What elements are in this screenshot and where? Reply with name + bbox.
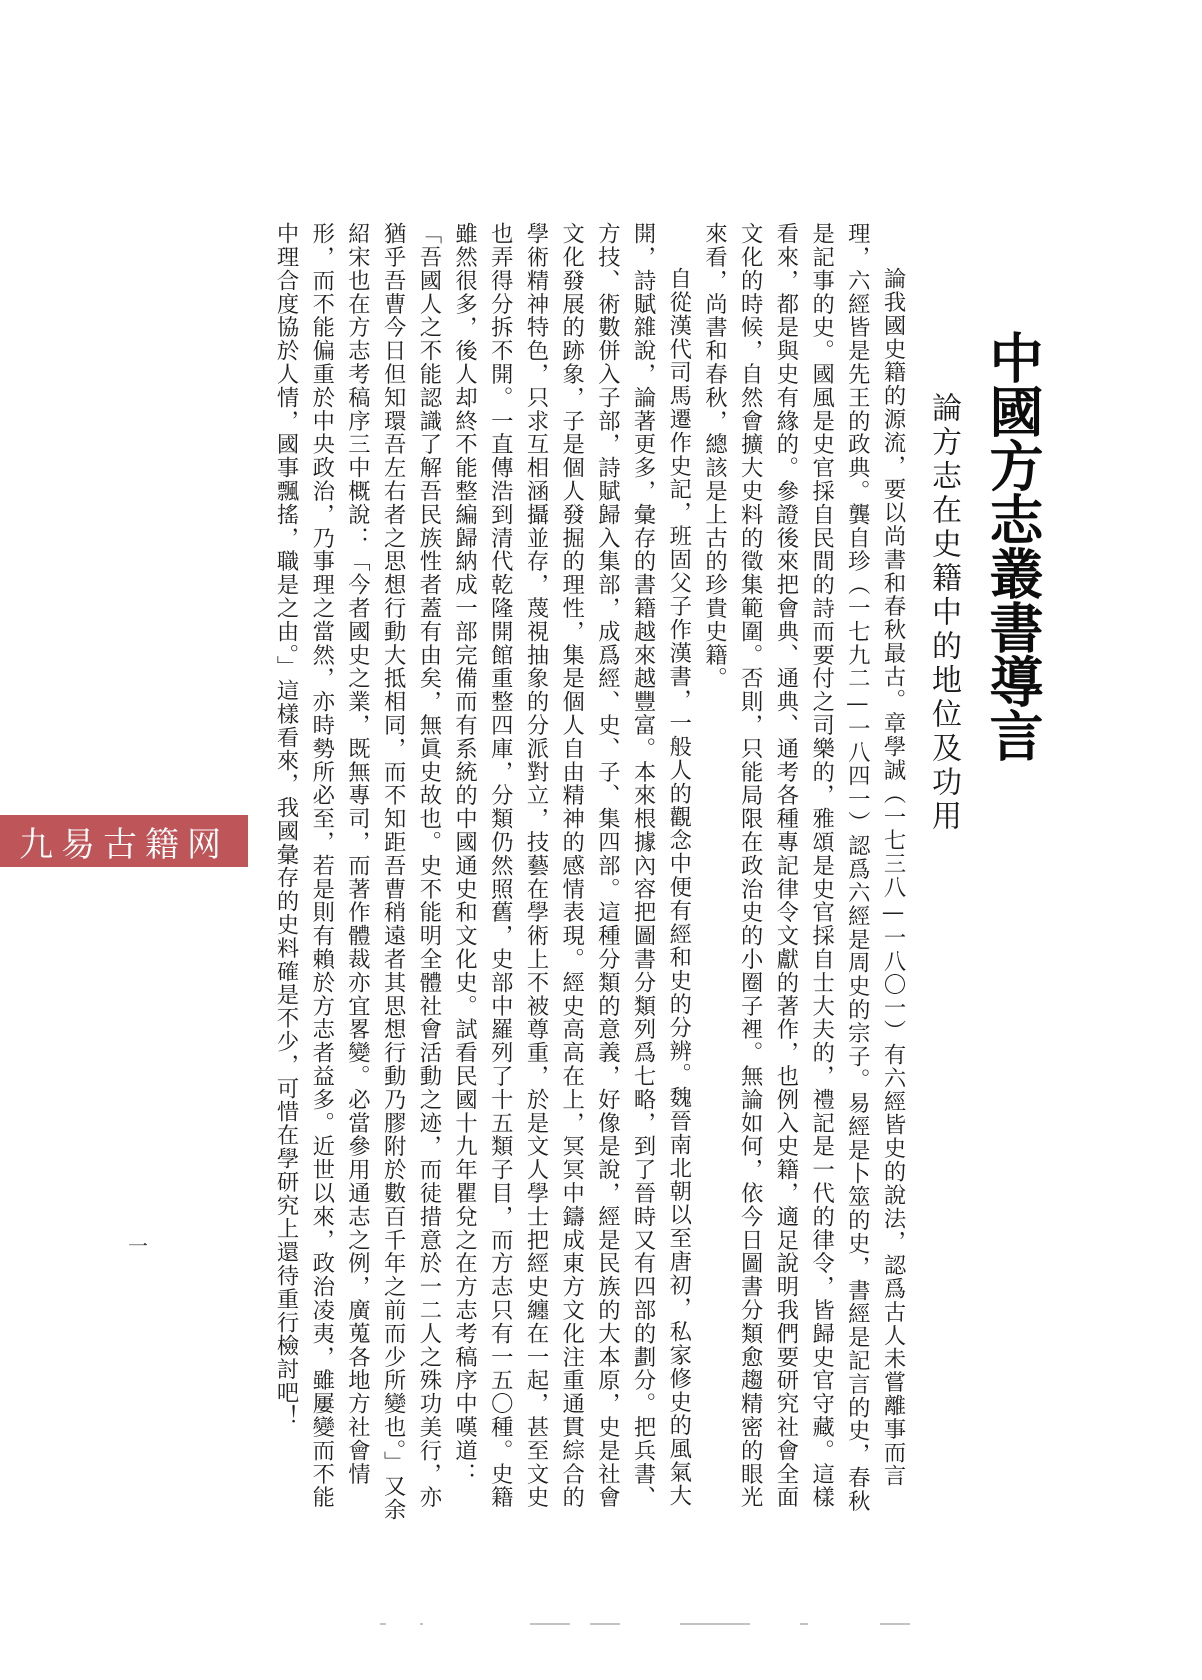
section-subtitle: 論方志在史籍中的地位及功用 (926, 392, 961, 834)
body-text (267, 222, 910, 1532)
paragraph-1: 論我國史籍的源流，要以尚書和春秋最古。章學誠（一七三八—一八〇一）有六經皆史的說法，認爲古人未嘗離事而言理，六經皆是先王的政典。龔自珍（一七九二—一八四一）認爲六經是周史的宗子。易經是卜筮的史，書經是記言的史，春秋是記事的史。國風是史官採自民間的詩而要付之司樂的，雅頌是史官採自士大夫的，禮記是一代的律令，皆歸史官守藏。這樣看來，都是與史有緣的。參證後來把會典、通典、通考各種專記律令文獻的著作，也例入史籍，適足說明我們要研究社會全面文化的時候，自然會擴大史料的徵集範圍。否則，只能局限在政治史的小圈子裡。無論如何，依今日圖書分類愈趨精密的眼光來看，尚書和春秋，總該是上古的珍貴史籍。 (701, 222, 906, 1513)
paragraph-2: 自從漢代司馬遷作史記，班固父子作漢書，一般人的觀念中便有經和史的分辨。魏晉南北朝以至唐初，私家修史的風氣大開，詩賦雜說，論著更多，彙存的書籍越來越豐富。本來根據內容把圖書分類列爲七略，到了晉時又有四部的劃分。把兵書、方技、術數併入子部，詩賦歸入集部，成爲經、史、子、集四部。這種分類的意義，好像是說，經是民族的大本原，史是社會文化發展的跡象，子是個人發掘的理性，集是個人自由精神的感情表現。經史高高在上，冥冥中鑄成東方文化注重通貫綜合的學術精神特色，只求互相涵攝並存，蔑視抽象的分派對立，技藝在學術上不被尊重，於是文人學士把經史纏在一起，甚至文史也弄得分拆不開。一直傳浩到清代乾隆開館重整四庫，分類仍然照舊，史部中羅列了十五類子目，而方志只有一五〇種。史籍雖然很多，後人却終不能整編歸納成一部完備而有系統的中國通史和文化史。試看民國十九年瞿兌之在方志考稿序中嘆道：「吾國人之不能認識了解吾民族性者蓋有由矣，無眞史故也。史不能明全體社會活動之迹，而徒措意於一二人之殊功美行，亦猶乎吾曹今日但知環吾左右者之思想行動大抵相同，而不知距吾曹稍遠者其思想行動乃膠附於數百千年之前而少所變也。」又余紹宋也在方志考稿序三中概說：「今者國史之業，既無專司，而著作體裁亦宜畧變。必當參用通志之例，廣蒐各地方社會情形，而不能偏重於中央政治，乃事理之當然，亦時勢所必至，若是則有賴於方志者益多。近世以來，政治凌夷，雖屢變而不能中理合度協於人情，國事飄搖，職是之由。」這樣看來，我國彙存的史料確是不少，可惜在學研究上還待重行檢討吧！ (273, 222, 692, 1522)
page-number: 一 (128, 1234, 148, 1258)
page-title: 中國方志叢書導言 (981, 330, 1044, 762)
watermark-banner (0, 815, 248, 867)
watermark-text: 九易古籍网 (19, 824, 229, 865)
scan-artifacts (380, 1623, 920, 1629)
